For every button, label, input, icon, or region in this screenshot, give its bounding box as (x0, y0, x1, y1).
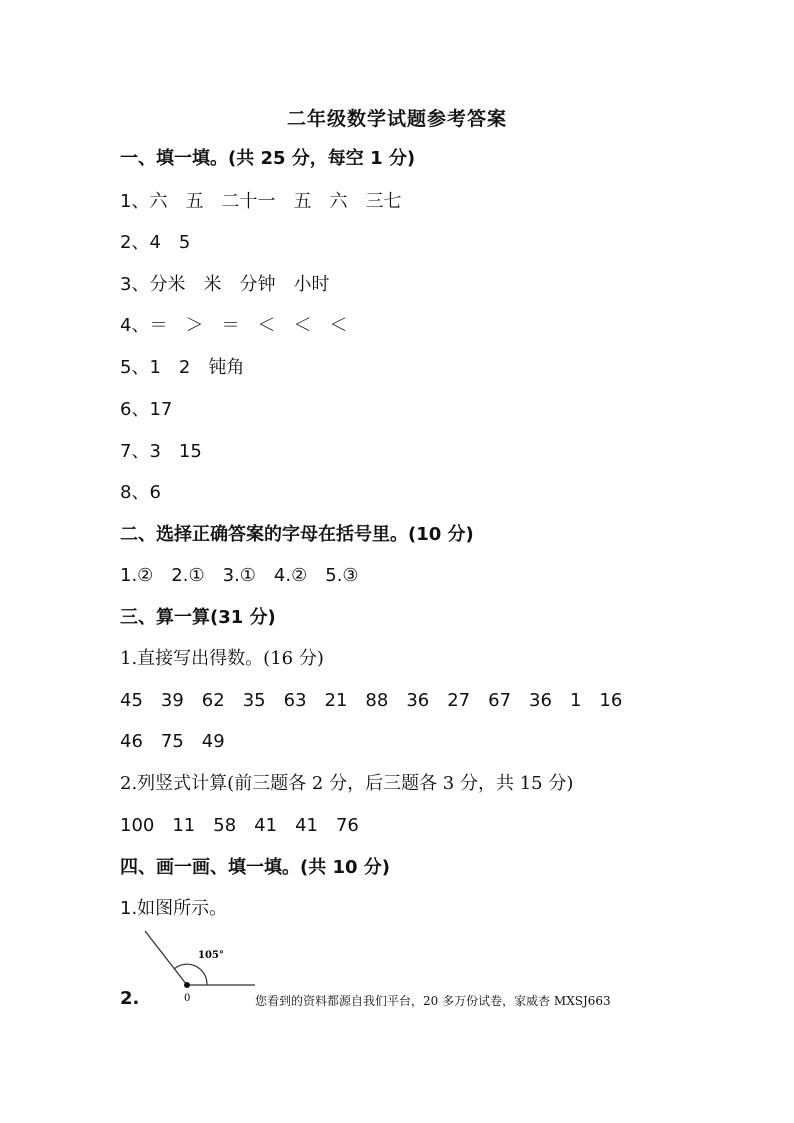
section3-sub2-line: 100 11 58 41 41 76 (120, 815, 359, 836)
section4-heading: 四、画一画、填一填。(共 10 分) (120, 857, 391, 878)
angle-vertex-dot (184, 982, 190, 988)
footer-note: 您看到的资料都源自我们平台，20 多万份试卷，家威杏 MXSJ663 (255, 994, 611, 1008)
section2-heading: 二、选择正确答案的字母在括号里。(10 分) (120, 524, 474, 545)
section3-sub1-line1: 45 39 62 35 63 21 88 36 27 67 36 1 16 (120, 690, 623, 711)
page-title: 二年级数学试题参考答案 (286, 108, 507, 130)
angle-label: 105° (198, 950, 224, 961)
section1-item-1: 1、六 五 二十一 五 六 三七 (120, 191, 402, 212)
section3-sub1-title: 1.直接写出得数。(16 分) (120, 648, 324, 669)
section1-item-4: 4、＝ ＞ ＝ ＜ ＜ ＜ (120, 315, 348, 336)
angle-ray-slanted (145, 931, 187, 985)
section3-heading: 三、算一算(31 分) (120, 607, 276, 628)
section1-item-3: 3、分米 米 分钟 小时 (120, 274, 330, 295)
section1-item-2: 2、4 5 (120, 232, 191, 253)
section1-item-8: 8、6 (120, 482, 161, 503)
section2-answers: 1.② 2.① 3.① 4.② 5.③ (120, 565, 359, 586)
section3-sub2-title: 2.列竖式计算(前三题各 2 分，后三题各 3 分，共 15 分) (120, 773, 574, 794)
section4-item1: 1.如图所示。 (120, 898, 228, 919)
angle-figure (140, 928, 260, 1008)
section3-sub1-line2: 46 75 49 (120, 731, 225, 752)
section1-item-6: 6、17 (120, 399, 173, 420)
vertex-label: 0 (184, 993, 191, 1004)
section1-item-5: 5、1 2 钝角 (120, 357, 245, 378)
section1-item-7: 7、3 15 (120, 441, 202, 462)
section4-item2-label: 2. (120, 988, 140, 1009)
section1-heading: 一、填一填。(共 25 分，每空 1 分) (120, 148, 416, 169)
